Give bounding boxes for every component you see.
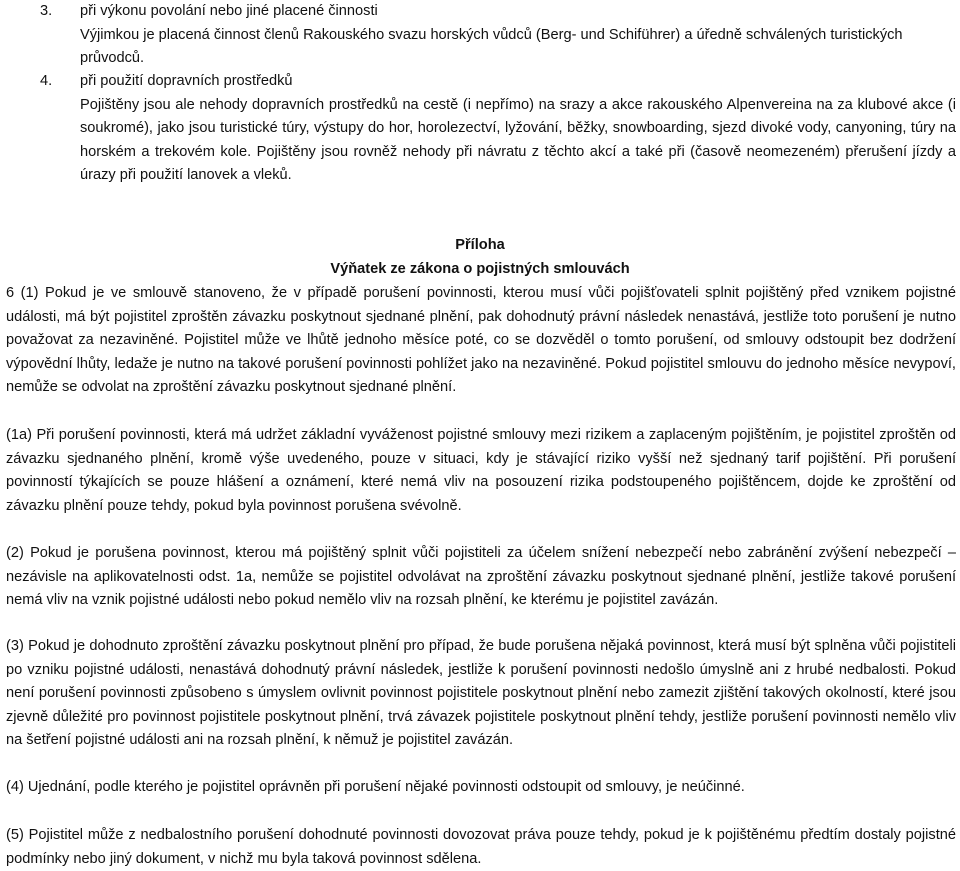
appendix-heading: Příloha bbox=[455, 237, 505, 253]
paragraph-4: (4) Ujednání, podle kterého je pojistitel oprávněn při porušení nějaké povinnosti odstoupit od smlouvy, je neúčinné. bbox=[6, 779, 745, 795]
list-item-text: Výjimkou je placená činnost členů Rakouského svazu horských vůdců (Berg- und Schiführer) a úředně schválených turistických průvodců. bbox=[80, 26, 903, 67]
list-item-body bbox=[80, 0, 956, 71]
appendix-subheading: Výňatek ze zákona o pojistných smlouvách bbox=[330, 261, 630, 277]
paragraph-1a: (1a) Při porušení povinnosti, která má udržet základní vyváženost pojistné smlouvy mezi rizikem a zaplaceným pojištěním, je pojistitel zproštěn od závazku sjednaného plnění, kromě výše uvedeného, pouze v situaci, kdy je stávající riziko vyšší než sjednaný tarif pojištění. Při porušení povinností týkajících se pouze hlášení a oznámení, které nemá vliv na posouzení rizika podstoupeného pojištěncem, dojde ke zproštění od závazku plnění pouze tehdy, pokud byla povinnost porušena svévolně. bbox=[6, 427, 956, 514]
paragraph-3: (3) Pokud je dohodnuto zproštění závazku poskytnout plnění pro případ, že bude porušena nějaká povinnost, která musí být splněna vůči pojistiteli po vzniku pojistné události, nenastává dohodnutý právní následek, jestliže k porušení povinnosti nedošlo úmyslně ani z hrubé nedbalosti. Pokud není porušení povinnosti způsobeno s úmyslem ovlivnit povinnost pojistitele poskytnout plnění nebo zamezit zjištění takových okolností, které jsou zjevně důležité pro povinnost pojistitele poskytnout plnění, trvá závazek pojistitele poskytnout plnění tehdy, jestliže porušení povinnosti nemělo vliv na šetření pojistné události ani na rozsah plnění, k němuž je pojistitel zavázán. bbox=[6, 638, 956, 749]
list-item-body bbox=[80, 70, 956, 188]
list-item-number: 3. bbox=[40, 3, 53, 19]
list-item-title: při výkonu povolání nebo jiné placené činnosti bbox=[80, 3, 378, 19]
list-item-title: při použití dopravních prostředků bbox=[80, 73, 293, 89]
paragraph-6-1: 6 (1) Pokud je ve smlouvě stanoveno, že v případě porušení povinnosti, kterou musí vůči pojišťovateli splnit pojištěný před vznikem pojistné události, má být pojistitel zproštěn závazku poskytnout sjednané plnění, pak dohodnutý právní následek nenastává, jestliže toto porušení je nutno považovat za nezaviněné. Pojistitel může ve lhůtě jednoho měsíce poté, co se dozvěděl o tomto porušení, od smlouvy odstoupit bez dodržení výpovědní lhůty, ledaže je nutno na takové porušení povinnosti pohlížet jako na nezaviněné. Pokud pojistitel smlouvu do jednoho měsíce nevypoví, nemůže se odvolat na zproštění závazku poskytnout sjednané plnění. bbox=[6, 285, 956, 396]
paragraph-5: (5) Pojistitel může z nedbalostního porušení dohodnuté povinnosti dovozovat práva pouze tehdy, pokud je k pojištěnému předtím dostaly pojistné podmínky nebo jiný dokument, v nichž mu byla taková povinnost sdělena. bbox=[6, 827, 956, 867]
list-item-number: 4. bbox=[40, 73, 53, 89]
list-item-text: Pojištěny jsou ale nehody dopravních prostředků na cestě (i nepřímo) na srazy a akce rakouského Alpenvereina na za klubové akce (i soukromé), jako jsou turistické túry, výstupy do hor, horolezectví, lyžování, běžky, snowboarding, sjezd divoké vody, canyoning, túry na horském a trekovém kole. Pojištěny jsou rovněž nehody při návratu z těchto akcí a také při (časově neomezeném) přerušení jízdy a úrazy při použití lanovek a vleků. bbox=[80, 96, 956, 184]
paragraph-2: (2) Pokud je porušena povinnost, kterou má pojištěný splnit vůči pojistiteli za účelem snížení nebezpečí nebo zabránění zvýšení nebezpečí – nezávisle na aplikovatelnosti odst. 1a, nemůže se pojistitel odvolávat na zproštění závazku poskytnout sjednané plnění, jestliže takové porušení nemá vliv na vznik pojistné události nebo pokud nemělo vliv na rozsah plnění, ke kterému je pojistitel zavázán. bbox=[6, 545, 956, 609]
